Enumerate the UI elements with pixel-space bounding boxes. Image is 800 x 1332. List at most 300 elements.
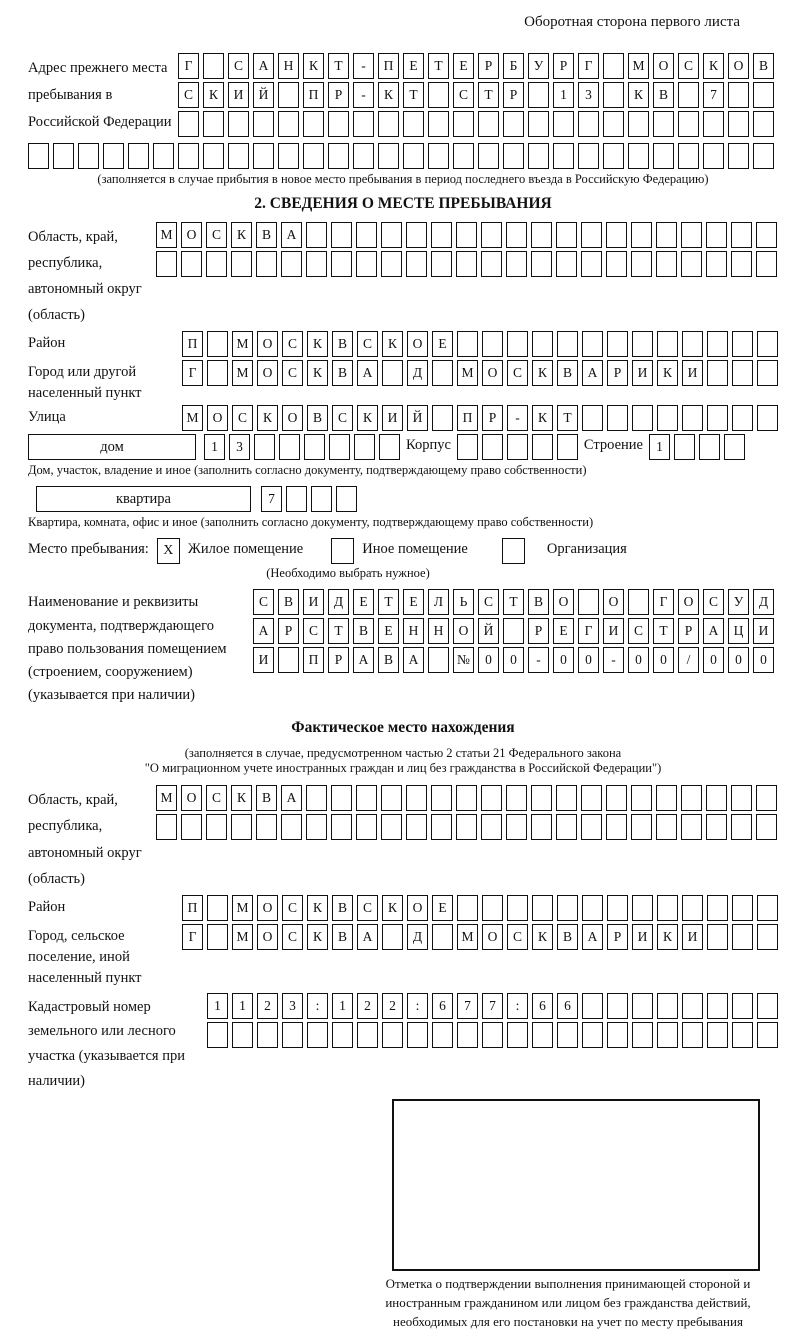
char-cell[interactable]: В xyxy=(332,360,353,386)
char-cell[interactable] xyxy=(207,1022,228,1048)
char-cell[interactable]: Д xyxy=(407,924,428,950)
char-cell[interactable]: С xyxy=(232,405,253,431)
char-cell[interactable] xyxy=(532,434,553,460)
char-cell[interactable] xyxy=(403,111,424,137)
char-cell[interactable] xyxy=(756,251,777,277)
char-cell[interactable] xyxy=(331,814,352,840)
char-cell[interactable] xyxy=(678,111,699,137)
char-cell[interactable] xyxy=(428,143,449,169)
char-cell[interactable]: - xyxy=(528,647,549,673)
char-cell[interactable] xyxy=(607,331,628,357)
char-cell[interactable]: Д xyxy=(407,360,428,386)
char-cell[interactable] xyxy=(581,251,602,277)
char-cell[interactable]: К xyxy=(231,222,252,248)
char-cell[interactable]: В xyxy=(256,222,277,248)
char-cell[interactable] xyxy=(707,924,728,950)
char-cell[interactable] xyxy=(732,331,753,357)
char-cell[interactable] xyxy=(482,331,503,357)
char-cell[interactable]: О xyxy=(257,331,278,357)
char-cell[interactable] xyxy=(706,251,727,277)
char-cell[interactable]: М xyxy=(156,222,177,248)
char-cell[interactable]: Е xyxy=(553,618,574,644)
char-cell[interactable]: М xyxy=(232,895,253,921)
char-cell[interactable] xyxy=(557,895,578,921)
char-cell[interactable] xyxy=(581,785,602,811)
char-cell[interactable] xyxy=(406,785,427,811)
char-cell[interactable]: 1 xyxy=(649,434,670,460)
char-cell[interactable]: К xyxy=(532,405,553,431)
char-cell[interactable] xyxy=(578,143,599,169)
char-cell[interactable] xyxy=(306,785,327,811)
char-cell[interactable]: И xyxy=(632,924,653,950)
char-cell[interactable]: А xyxy=(253,618,274,644)
char-cell[interactable] xyxy=(728,111,749,137)
char-cell[interactable] xyxy=(456,785,477,811)
char-cell[interactable]: И xyxy=(682,360,703,386)
char-cell[interactable] xyxy=(656,251,677,277)
char-cell[interactable]: М xyxy=(232,360,253,386)
char-cell[interactable] xyxy=(278,82,299,108)
char-cell[interactable]: О xyxy=(453,618,474,644)
char-cell[interactable]: 1 xyxy=(332,993,353,1019)
char-cell[interactable]: П xyxy=(182,331,203,357)
char-cell[interactable] xyxy=(556,814,577,840)
char-cell[interactable] xyxy=(706,785,727,811)
char-cell[interactable] xyxy=(231,251,252,277)
char-cell[interactable] xyxy=(282,1022,303,1048)
char-cell[interactable]: К xyxy=(382,331,403,357)
char-cell[interactable]: А xyxy=(281,785,302,811)
char-cell[interactable] xyxy=(457,895,478,921)
char-cell[interactable] xyxy=(628,589,649,615)
char-cell[interactable]: О xyxy=(181,222,202,248)
char-cell[interactable] xyxy=(753,82,774,108)
char-cell[interactable]: Е xyxy=(432,331,453,357)
char-cell[interactable] xyxy=(553,111,574,137)
char-cell[interactable] xyxy=(753,111,774,137)
char-cell[interactable] xyxy=(607,895,628,921)
char-cell[interactable] xyxy=(606,251,627,277)
char-cell[interactable]: О xyxy=(181,785,202,811)
char-cell[interactable]: А xyxy=(582,360,603,386)
char-cell[interactable] xyxy=(631,222,652,248)
char-cell[interactable] xyxy=(532,331,553,357)
char-cell[interactable] xyxy=(453,143,474,169)
char-cell[interactable]: 6 xyxy=(432,993,453,1019)
char-cell[interactable] xyxy=(481,814,502,840)
char-cell[interactable] xyxy=(582,993,603,1019)
char-cell[interactable]: 0 xyxy=(703,647,724,673)
char-cell[interactable] xyxy=(428,647,449,673)
char-cell[interactable]: В xyxy=(557,360,578,386)
char-cell[interactable]: С xyxy=(478,589,499,615)
char-cell[interactable]: С xyxy=(253,589,274,615)
char-cell[interactable]: С xyxy=(703,589,724,615)
char-cell[interactable]: П xyxy=(182,895,203,921)
char-cell[interactable] xyxy=(506,785,527,811)
char-cell[interactable] xyxy=(357,1022,378,1048)
char-cell[interactable] xyxy=(681,222,702,248)
char-cell[interactable]: В xyxy=(378,647,399,673)
char-cell[interactable]: : xyxy=(307,993,328,1019)
char-cell[interactable]: 7 xyxy=(703,82,724,108)
char-cell[interactable]: И xyxy=(228,82,249,108)
char-cell[interactable] xyxy=(606,222,627,248)
char-cell[interactable]: 7 xyxy=(482,993,503,1019)
char-cell[interactable]: - xyxy=(603,647,624,673)
checkbox-residential[interactable]: X xyxy=(157,538,180,564)
char-cell[interactable] xyxy=(406,814,427,840)
char-cell[interactable] xyxy=(657,895,678,921)
char-cell[interactable] xyxy=(456,251,477,277)
char-cell[interactable]: О xyxy=(728,53,749,79)
char-cell[interactable] xyxy=(482,434,503,460)
char-cell[interactable] xyxy=(328,143,349,169)
char-cell[interactable] xyxy=(278,111,299,137)
char-cell[interactable] xyxy=(256,251,277,277)
char-cell[interactable]: К xyxy=(203,82,224,108)
char-cell[interactable] xyxy=(653,111,674,137)
char-cell[interactable]: И xyxy=(253,647,274,673)
char-cell[interactable] xyxy=(306,814,327,840)
char-cell[interactable] xyxy=(153,143,174,169)
char-cell[interactable] xyxy=(382,360,403,386)
char-cell[interactable]: У xyxy=(528,53,549,79)
char-cell[interactable] xyxy=(678,82,699,108)
char-cell[interactable]: 0 xyxy=(553,647,574,673)
char-cell[interactable]: М xyxy=(182,405,203,431)
char-cell[interactable] xyxy=(603,53,624,79)
char-cell[interactable]: 2 xyxy=(257,993,278,1019)
char-cell[interactable]: А xyxy=(353,647,374,673)
char-cell[interactable] xyxy=(203,143,224,169)
char-cell[interactable]: Г xyxy=(182,924,203,950)
char-cell[interactable]: Г xyxy=(578,618,599,644)
char-cell[interactable] xyxy=(657,405,678,431)
char-cell[interactable] xyxy=(481,222,502,248)
char-cell[interactable] xyxy=(103,143,124,169)
char-cell[interactable] xyxy=(756,814,777,840)
char-cell[interactable]: Р xyxy=(482,405,503,431)
char-cell[interactable]: П xyxy=(457,405,478,431)
char-cell[interactable] xyxy=(254,434,275,460)
char-cell[interactable] xyxy=(356,785,377,811)
char-cell[interactable] xyxy=(231,814,252,840)
char-cell[interactable]: С xyxy=(507,924,528,950)
char-cell[interactable]: О xyxy=(482,360,503,386)
char-cell[interactable] xyxy=(507,1022,528,1048)
char-cell[interactable] xyxy=(428,111,449,137)
char-cell[interactable]: Т xyxy=(478,82,499,108)
char-cell[interactable] xyxy=(757,360,778,386)
char-cell[interactable]: 2 xyxy=(357,993,378,1019)
char-cell[interactable] xyxy=(181,814,202,840)
char-cell[interactable] xyxy=(582,895,603,921)
char-cell[interactable] xyxy=(606,785,627,811)
char-cell[interactable] xyxy=(631,814,652,840)
char-cell[interactable] xyxy=(353,143,374,169)
char-cell[interactable]: Т xyxy=(653,618,674,644)
char-cell[interactable] xyxy=(329,434,350,460)
char-cell[interactable] xyxy=(582,331,603,357)
char-cell[interactable] xyxy=(253,143,274,169)
char-cell[interactable]: К xyxy=(307,924,328,950)
char-cell[interactable] xyxy=(753,143,774,169)
char-cell[interactable]: Н xyxy=(428,618,449,644)
char-cell[interactable] xyxy=(378,111,399,137)
char-cell[interactable]: Й xyxy=(253,82,274,108)
char-cell[interactable] xyxy=(632,405,653,431)
char-cell[interactable] xyxy=(432,1022,453,1048)
char-cell[interactable]: С xyxy=(282,360,303,386)
char-cell[interactable]: № xyxy=(453,647,474,673)
char-cell[interactable] xyxy=(382,924,403,950)
char-cell[interactable]: Ц xyxy=(728,618,749,644)
char-cell[interactable] xyxy=(203,111,224,137)
char-cell[interactable] xyxy=(656,814,677,840)
char-cell[interactable] xyxy=(757,331,778,357)
char-cell[interactable] xyxy=(531,814,552,840)
char-cell[interactable] xyxy=(481,251,502,277)
char-cell[interactable] xyxy=(456,222,477,248)
char-cell[interactable] xyxy=(528,143,549,169)
char-cell[interactable]: Р xyxy=(278,618,299,644)
char-cell[interactable]: В xyxy=(557,924,578,950)
char-cell[interactable] xyxy=(403,143,424,169)
char-cell[interactable] xyxy=(681,785,702,811)
char-cell[interactable]: 3 xyxy=(229,434,250,460)
char-cell[interactable] xyxy=(631,785,652,811)
char-cell[interactable]: К xyxy=(532,360,553,386)
char-cell[interactable] xyxy=(78,143,99,169)
char-cell[interactable]: А xyxy=(703,618,724,644)
char-cell[interactable]: П xyxy=(378,53,399,79)
char-cell[interactable] xyxy=(531,785,552,811)
char-cell[interactable] xyxy=(257,1022,278,1048)
char-cell[interactable] xyxy=(503,143,524,169)
char-cell[interactable]: С xyxy=(332,405,353,431)
char-cell[interactable] xyxy=(682,895,703,921)
char-cell[interactable] xyxy=(682,405,703,431)
char-cell[interactable]: Б xyxy=(503,53,524,79)
char-cell[interactable] xyxy=(206,251,227,277)
char-cell[interactable] xyxy=(532,895,553,921)
char-cell[interactable]: Г xyxy=(182,360,203,386)
char-cell[interactable] xyxy=(707,360,728,386)
char-cell[interactable]: К xyxy=(657,360,678,386)
char-cell[interactable] xyxy=(432,924,453,950)
char-cell[interactable]: А xyxy=(357,924,378,950)
char-cell[interactable]: М xyxy=(232,331,253,357)
char-cell[interactable] xyxy=(674,434,695,460)
char-cell[interactable]: И xyxy=(632,360,653,386)
char-cell[interactable]: К xyxy=(657,924,678,950)
char-cell[interactable]: И xyxy=(753,618,774,644)
char-cell[interactable]: С xyxy=(228,53,249,79)
char-cell[interactable] xyxy=(603,143,624,169)
char-cell[interactable] xyxy=(228,143,249,169)
char-cell[interactable]: 6 xyxy=(557,993,578,1019)
char-cell[interactable]: 7 xyxy=(457,993,478,1019)
char-cell[interactable]: К xyxy=(382,895,403,921)
char-cell[interactable] xyxy=(156,814,177,840)
char-cell[interactable]: 0 xyxy=(503,647,524,673)
char-cell[interactable] xyxy=(482,895,503,921)
char-cell[interactable] xyxy=(354,434,375,460)
char-cell[interactable] xyxy=(507,331,528,357)
char-cell[interactable] xyxy=(631,251,652,277)
char-cell[interactable]: С xyxy=(282,924,303,950)
char-cell[interactable] xyxy=(732,1022,753,1048)
char-cell[interactable] xyxy=(311,486,332,512)
char-cell[interactable] xyxy=(603,111,624,137)
char-cell[interactable]: 1 xyxy=(553,82,574,108)
char-cell[interactable] xyxy=(381,222,402,248)
char-cell[interactable] xyxy=(582,405,603,431)
char-cell[interactable]: К xyxy=(303,53,324,79)
char-cell[interactable] xyxy=(256,814,277,840)
char-cell[interactable] xyxy=(506,251,527,277)
char-cell[interactable]: О xyxy=(653,53,674,79)
char-cell[interactable] xyxy=(306,251,327,277)
char-cell[interactable] xyxy=(331,251,352,277)
char-cell[interactable] xyxy=(556,222,577,248)
char-cell[interactable] xyxy=(156,251,177,277)
char-cell[interactable]: : xyxy=(507,993,528,1019)
char-cell[interactable]: О xyxy=(257,924,278,950)
char-cell[interactable]: Р xyxy=(678,618,699,644)
char-cell[interactable]: И xyxy=(682,924,703,950)
char-cell[interactable] xyxy=(757,895,778,921)
char-cell[interactable]: О xyxy=(257,895,278,921)
char-cell[interactable]: Ь xyxy=(453,589,474,615)
char-cell[interactable]: В xyxy=(332,895,353,921)
char-cell[interactable]: Р xyxy=(607,360,628,386)
char-cell[interactable] xyxy=(306,222,327,248)
char-cell[interactable] xyxy=(578,589,599,615)
char-cell[interactable] xyxy=(328,111,349,137)
char-cell[interactable]: В xyxy=(256,785,277,811)
char-cell[interactable] xyxy=(431,251,452,277)
char-cell[interactable]: Й xyxy=(478,618,499,644)
char-cell[interactable] xyxy=(406,222,427,248)
char-cell[interactable]: В xyxy=(753,53,774,79)
char-cell[interactable]: 0 xyxy=(653,647,674,673)
char-cell[interactable]: М xyxy=(232,924,253,950)
char-cell[interactable] xyxy=(557,1022,578,1048)
char-cell[interactable] xyxy=(203,53,224,79)
char-cell[interactable] xyxy=(732,895,753,921)
char-cell[interactable] xyxy=(336,486,357,512)
char-cell[interactable]: Р xyxy=(328,647,349,673)
char-cell[interactable]: К xyxy=(231,785,252,811)
char-cell[interactable]: Д xyxy=(328,589,349,615)
char-cell[interactable] xyxy=(478,143,499,169)
char-cell[interactable] xyxy=(607,1022,628,1048)
char-cell[interactable] xyxy=(732,993,753,1019)
char-cell[interactable] xyxy=(453,111,474,137)
char-cell[interactable]: О xyxy=(407,895,428,921)
char-cell[interactable]: Е xyxy=(432,895,453,921)
char-cell[interactable] xyxy=(507,434,528,460)
char-cell[interactable]: 0 xyxy=(578,647,599,673)
char-cell[interactable] xyxy=(557,331,578,357)
char-cell[interactable]: О xyxy=(678,589,699,615)
char-cell[interactable] xyxy=(356,251,377,277)
char-cell[interactable] xyxy=(532,1022,553,1048)
char-cell[interactable] xyxy=(632,993,653,1019)
char-cell[interactable] xyxy=(406,251,427,277)
char-cell[interactable]: Т xyxy=(328,618,349,644)
char-cell[interactable] xyxy=(232,1022,253,1048)
char-cell[interactable] xyxy=(382,1022,403,1048)
char-cell[interactable] xyxy=(353,111,374,137)
char-cell[interactable] xyxy=(428,82,449,108)
char-cell[interactable]: М xyxy=(457,360,478,386)
char-cell[interactable] xyxy=(281,814,302,840)
char-cell[interactable] xyxy=(653,143,674,169)
char-cell[interactable]: Й xyxy=(407,405,428,431)
char-cell[interactable] xyxy=(703,111,724,137)
char-cell[interactable]: К xyxy=(378,82,399,108)
char-cell[interactable]: С xyxy=(357,331,378,357)
char-cell[interactable]: - xyxy=(353,82,374,108)
char-cell[interactable]: 1 xyxy=(204,434,225,460)
char-cell[interactable]: Г xyxy=(578,53,599,79)
char-cell[interactable]: 1 xyxy=(207,993,228,1019)
char-cell[interactable] xyxy=(331,785,352,811)
char-cell[interactable]: Р xyxy=(528,618,549,644)
char-cell[interactable] xyxy=(28,143,49,169)
char-cell[interactable]: К xyxy=(307,895,328,921)
char-cell[interactable] xyxy=(557,434,578,460)
char-cell[interactable] xyxy=(456,814,477,840)
char-cell[interactable] xyxy=(657,1022,678,1048)
char-cell[interactable] xyxy=(506,222,527,248)
char-cell[interactable]: - xyxy=(353,53,374,79)
char-cell[interactable] xyxy=(582,1022,603,1048)
char-cell[interactable] xyxy=(432,405,453,431)
char-cell[interactable] xyxy=(503,618,524,644)
char-cell[interactable] xyxy=(707,895,728,921)
char-cell[interactable] xyxy=(128,143,149,169)
char-cell[interactable] xyxy=(178,143,199,169)
char-cell[interactable] xyxy=(732,405,753,431)
char-cell[interactable] xyxy=(632,331,653,357)
char-cell[interactable] xyxy=(703,143,724,169)
char-cell[interactable] xyxy=(581,222,602,248)
char-cell[interactable] xyxy=(707,331,728,357)
char-cell[interactable]: С xyxy=(206,222,227,248)
char-cell[interactable]: Д xyxy=(753,589,774,615)
char-cell[interactable] xyxy=(556,251,577,277)
char-cell[interactable]: В xyxy=(353,618,374,644)
char-cell[interactable]: Т xyxy=(378,589,399,615)
char-cell[interactable]: К xyxy=(628,82,649,108)
char-cell[interactable]: М xyxy=(457,924,478,950)
char-cell[interactable] xyxy=(607,993,628,1019)
char-cell[interactable] xyxy=(732,360,753,386)
char-cell[interactable]: Е xyxy=(353,589,374,615)
char-cell[interactable]: В xyxy=(332,331,353,357)
char-cell[interactable]: О xyxy=(207,405,228,431)
char-cell[interactable] xyxy=(707,405,728,431)
char-cell[interactable] xyxy=(756,785,777,811)
char-cell[interactable] xyxy=(303,111,324,137)
char-cell[interactable]: С xyxy=(178,82,199,108)
char-cell[interactable] xyxy=(253,111,274,137)
char-cell[interactable] xyxy=(207,895,228,921)
